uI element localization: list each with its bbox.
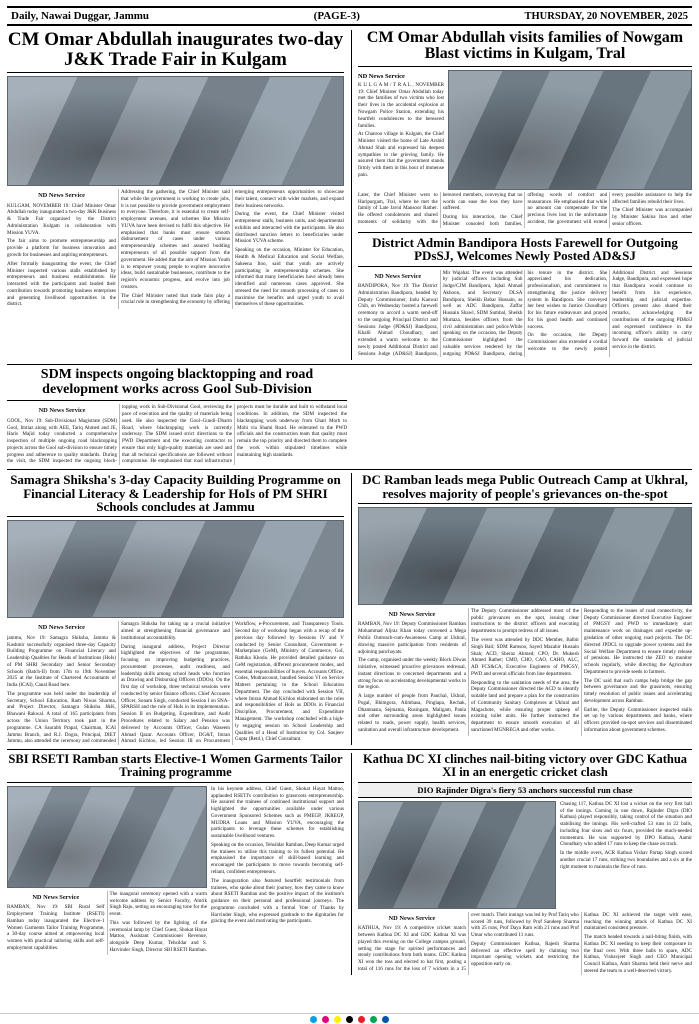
paragraph: Speaking on the occasion, Tehsildar Ramban, Deep Kumar urged the trainees to utilise this training to its fullest potential. He emphasised the importance of skill-based learning and encouraged the participants to move towards becoming self-reliant, confident entrepreneurs. <box>211 841 344 876</box>
photo-nowgam <box>448 70 692 190</box>
byline-rseti: ND News Service <box>32 893 80 901</box>
headline-samagra: Samagra Shiksha's 3-day Capacity Building Programme on Financial Literacy & Leadership for HoIs of PM SHRI Schools concludes at Jammu <box>10 472 341 514</box>
paragraph: This was followed by the lighting of the ceremonial lamp by Chief Guest, Shokat Hayat Mattoo, Assistant Commissioner Revenue, alongside Deep Kumar, Tehsildar and S. Harvinder Singh, Director SBI RSETI Ramban. <box>109 919 207 953</box>
story-ramban <box>351 473 692 745</box>
byline-cricket: ND News Service <box>388 914 436 922</box>
paragraph: The Chief Minister noted that trade fairs play a crucial role in strengthening the economy by offering emerging entrepreneurs opportunities to showcase their talent, connect with wider markets, and expand their business networks. <box>120 189 344 306</box>
paragraph: KULGAM, NOVEMBER 19: Chief Minister Omar Abdullah today inaugurated a two-day J&K Business & Trade Fair organised by the District Administration Kulgam in collaboration with Mission YUVA. <box>7 202 116 236</box>
color-dot <box>346 1016 353 1023</box>
body-cricket <box>358 912 692 975</box>
paragraph: Responding to the sanitation needs of the area, the Deputy Commissioner directed the ACD to identify suitable land and prepare a plan for the construction of Community Sanitary Complexes at Ukhral and Magachote, while ensuring proper upkeep of existing toilet units. He further instructed the department to ensure smooth execution of all sanctioned MGNREGA and other works. <box>470 679 579 733</box>
byline-ramban: ND News Service <box>388 610 436 618</box>
paragraph: jammu, Nov 19: Samagra Shiksha, Jammu & Kashmir successfully organised three-day Capacity Building Programme on Financial Literacy and Leadership Qualities for Heads of Institutions (HoIs) of PM SHRI Secondary and Senior Secondary Schools (Batch-II) from 17th to 19th November 2025 at the Institute of Chartered Accountants of India (ICAI), Canal Road here. <box>7 634 116 689</box>
paragraph: After formally inaugurating the event, the Chief Minister inspected various stalls established by entrepreneurs and business establishments. He interacted with the participants and lauded their contribution towards promoting business enterprises and generating livelihood opportunities in the district. <box>7 260 116 308</box>
masthead <box>7 6 692 26</box>
registration-color-bar <box>0 1013 699 1024</box>
photo-ramban <box>358 507 692 605</box>
paragraph: Addressing the gathering, the Chief Minister said that while the government is working to create jobs, it is not possible to provide government employment to everyone. Therefore, it is essential to create self-employment avenues, and schemes like Mission YUVA have been devised to fulfil this objective. He emphasised that banks must ensure smooth disbursement of cases under various entrepreneurship schemes and assured budding entrepreneurs of all possible support from the government. He added that the aim of Mission Youth is to empower young people to explore innovative ideas, build sustainable businesses, contribute to the region's economic progress, and evolve into job creators. <box>120 189 230 290</box>
paragraph: The fair aims to promote entrepreneurship and provide a platform for business innovation and growth for businesses and aspiring entrepreneurs. <box>7 238 116 258</box>
paragraph: In his keynote address, Chief Guest, Shokat Hayat Mattoo, applauded RSETI's contribution to grassroots entrepreneurship. He assured the trainees of continued institutional support and highlighted the opportunities available under various Government Sponsored Schemes such as PMEGP, JKREGP, MUDRA Loans and Mission YUVA, encouraging the participants to leverage these schemes for establishing sustainable livelihood ventures. <box>211 785 344 840</box>
middle-row <box>7 473 692 745</box>
color-dot <box>382 1016 389 1023</box>
paragraph: RAMBAN, Nov 19: SBI Rural Self Employment Training Institute (RSETI) Ramban today inaugurated the Elective-1 Women Garments Tailor Training Programme, a 30-day course aimed at empowering local women with practical tailoring skills and self-employment capabilities. <box>7 904 105 951</box>
paragraph: Responding to the issues of road connectivity, the Deputy Commissioner directed Executive Engineer of PMGSY and PWD to immediately start maintenance work on drainages and expedite up-gradation of other ongoing road projects. The DC directed JPDCL to upgrade power systems and the Social Welfare Department to ensure timely release of pensions. He instructed the ZEO to monitor schools regularly, while directing the Agriculture Department to provide seeds to farmers. <box>583 607 692 675</box>
paragraph: RAMBAN, Nov 19: Deputy Commissioner Ramban Mohammad Aljraz Khan today convened a Mega Public Outreach-cum-Awareness Camp at Ukhral, drawing massive participation from residents of adjoining panchayats. <box>357 621 466 655</box>
color-dot <box>310 1016 317 1023</box>
paragraph: During inaugural address, Project Director highlighted the objectives of the programme, focusing on improving budgeting practices, procurement processes, audit readiness, and leadership skills among school heads who function as Drawing and Disbursing Officers (DDOs). On the first day of workshop, three technical sessions were conducted by senior finance officers. Chief Accounts Officer, Sonam Singh, conducted Session I on SNA–SPARSH and the role of HoIs in its implementation. Session II on Budgeting, Expenditure, and Audit Procedures related to Salary and Pension was delivered by Accounts Officer, Gulan Waseem Ahmad Qazar. Accounts Officer, DG&T, Imran Ahmad Kichloo, led Session III on Procurement Workflow, e-Procurement, and Transparency Tools. Second day of workshop began with a recap of the previous day followed by Sessions IV and V conducted by Senior Consultant, Government e-Marketplace (GeM), Ministry of Commerce, GoI, Rathika Khoda. He provided detailed guidance on GeM registration, different procurement modes, and essential responsibilities of buyers. Accounts Officer, Codes, Mudrascount, handled Session VI on Service Matters pertaining to the School Education Department. The day concluded with Session VII, where Imran Ahmad Kichloo elaborated on the roles and responsibilities of HoIs as DDOs in Financial Discipline, Procurement, and Expenditure Management. The workshop concluded with a high-ly engaging session on School Leadership and Qualities of a Head of Institution by Col. Sanjeev Gupta (Retd.), Chief Consultant. <box>120 621 344 745</box>
paragraph: The DC said that such camps help bridge the gap between governance and the grassroots, ensuring timely resolution of public issues and accelerating development across Ramban. <box>583 677 692 704</box>
headline-trade-fair: CM Omar Abdullah inaugurates two-day J&K Trade Fair in Kulgam <box>7 29 344 70</box>
body-nowgam <box>358 192 692 228</box>
byline-samagra: ND News Service <box>38 624 85 632</box>
paragraph: A large number of people from Panchal, Ukhral, Pogal, Bhimgora, Alimbasa, Pinglapa, Rechak, Dhamnasta, Sejmatna, Rusingam, Maligam, Panla and other surrounding areas highlighted issues related to roads, power supply, health services, sanitation and overall infrastructure development. <box>357 693 466 733</box>
photo-trade-fair <box>7 76 344 186</box>
paragraph: Later, the Chief Minister went to Huripurgam, Tral, where he met the family of Late Javid Mansoor Rather. He offered condolences and shared moments of solidarity with the bereaved members, conveying that no words can ease the loss they have suffered. <box>357 191 523 225</box>
story-gool <box>7 368 347 465</box>
paragraph: K U L G A M / T R A L , NOVEMBER 19: Chief Minister Omar Abdullah today met the families of two victims who lost their lives in the accidental explosion at Nowgam Police Station, extending his heartfelt condolences to the bereaved families. <box>357 81 444 129</box>
body-gool <box>7 404 347 465</box>
paragraph: Deputy Commissioner Kathua, Rajesh Sharma delivered an effective spell by claiming two important opening wickets and restricting the opposition early on. <box>470 940 579 968</box>
headline-cricket: Kathua DC XI clinches nail-biting victory over GDC Kathua XI in an energetic cricket clash <box>362 752 688 779</box>
paragraph: During the event, the Chief Minister visited entrepreneur stalls, business units, and departmental exhibits and interacted with the participants. He also distributed sanction letters to beneficiaries under Mission YUVA scheme. <box>234 211 344 245</box>
color-dot <box>358 1016 365 1023</box>
body-trade-fair <box>7 189 344 309</box>
headline-rseti: SBI RSETI Ramban starts Elective-1 Women Garments Tailor Training programme <box>8 752 343 779</box>
byline-gool: ND News Service <box>38 407 86 415</box>
paragraph: The Chief Minister was accompanied by Minister Sakina Itoo and other senior officers. <box>612 207 692 227</box>
paragraph: The match headed towards a nail-biting finish, with Kathua DC XI needing to keep their composure in the final over. With three balls to spare, ADC Kathua, Vishavjeet Singh and CEO Municipal Council Kathua, Amit Sharma held their nerve and steered the team to a well-deserved victory. <box>583 934 692 974</box>
body-cricket-right <box>560 801 692 909</box>
byline-nowgam: ND News Service <box>357 72 405 80</box>
headline-bandipora: District Admin Bandipora Hosts Farewell for Outgoing PDsSJ, Welcomes Newly Posted AD&SJ <box>372 234 678 264</box>
subheadline-cricket: DIO Rajinder Digra's fiery 53 anchors successful run chase <box>358 782 692 798</box>
paragraph: In the middle overs, ACR Kathua Vishav Partap Singh scored another crucial 17 runs, striking two boundaries and a six at the right moment to maintain the flow of runs. <box>559 850 692 870</box>
paragraph: GOOL, Nov 19: Sub-Divisional Magistrate (SDM) Gool, Imtiaz along with AEE, Tariq Ahmed and JE, Haris Majid today conducted a comprehensive inspection of multiple ongoing road blacktopping projects across the Gool sub-division to ensure timely progress and adherence to quality standards. During the visit, the SDM inspected the ongoing block-topping work in Sub-Divisional Gool, reviewing the pace of execution and the quality of materials being used. He also inspected the Gool–Gundi–Dharm Road, where blacktopping work is currently underway. The SDM issued strict directions to the PWD Department and the executing contractor to ensure that only high-quality materials are used and that all technical specifications are followed without compromise. He emphasised that road infrastructure projects must be durable and built to withstand local conditions. In addition, the SDM inspected the blacktopping work underway from Ghari Morh to Mohi via Shami Road. He reiterated to the PWD officials and the construction team that quality must remain the top priority and directed them to complete the work within stipulated timelines while maintaining high standards. <box>7 404 347 465</box>
paragraph: Chasing 117, Kathua DC XI lost a wicket on the very first ball of the innings. Coming in one down, Rajinder Digra (DIO Kathua) played responsibly, taking control of the situation and stabilising the innings. His well-crafted 53 runs in 22 balls, including four sixes and six fours, provided the much-needed momentum. He was supported by DPO Kathua, Aamir Choudhary who added 17 runs to keep the chase on track. <box>559 800 692 848</box>
body-ramban <box>358 608 692 736</box>
color-dot <box>322 1016 329 1023</box>
paragraph: The inaugural ceremony opened with a warm welcome address by Senior Faculty, Amrik Singh Raju, setting an encouraging tone for the event. <box>109 890 207 918</box>
story-samagra <box>7 473 344 745</box>
photo-cricket <box>358 801 556 909</box>
paragraph: The inauguration also featured heartfelt testimonials from trainees, who spoke about their journey, how they came to know about RSETI Ramban and the positive impact of the institute's guidance on their personal and professional journeys. The programme concluded with a formal Vote of Thanks by Harvinder Singh, who expressed gratitude to the dignitaries for gracing the event and motivating the participants. <box>211 877 344 925</box>
story-rseti <box>7 753 344 975</box>
paragraph: On the occasion, the Deputy Commissioner also extended a cordial welcome to the newly posted Additional District and Sessions Judge, Bandipora, and expressed hope that Bandipora would continue to benefit from his experience, leadership, and judicial expertise. Officers present also shared their remarks, acknowledging the contributions of the outgoing PD&SJ and expressed confidence in the incoming officer's ability to carry forward the standards of judicial service in the district. <box>527 269 692 352</box>
story-nowgam <box>358 30 692 228</box>
body-nowgam-lead <box>358 82 444 179</box>
headline-nowgam: CM Omar Abdullah visits families of Nowgam Blast victims in Kulgam, Tral <box>366 29 684 63</box>
paragraph: Speaking on the occasion, Minister for Education, Health & Medical Education and Social Welfare, Sakeena Itoo, said that youth are actively participating in entrepreneurship schemes. She informed that many beneficiaries have already been identified and numerous cases approved. She stressed the need for smooth processing of cases to maximise the benefits and urged youth to avail themselves of these opportunities. <box>234 247 344 308</box>
photo-samagra <box>7 520 344 618</box>
masthead-publication: Daily, Nawai Duggar, Jammu <box>11 10 150 22</box>
paragraph: The camp, organised under the weekly Block Diwas initiative, witnessed proactive grievances redressal, instant directions to concerned departments and a strong focus on accelerating developmental works in the region. <box>357 657 466 691</box>
body-rseti-left <box>7 891 207 955</box>
body-samagra <box>7 621 344 745</box>
paragraph: At Chanroo village in Kulgam, the Chief Minister visited the home of Late Arshid Ahmad Shah and expressed his deepest sympathies to the grieving family. He assured them that the government stands firmly with them in this hour of immense pain. <box>357 131 444 178</box>
color-dot <box>334 1016 341 1023</box>
top-row <box>7 30 692 360</box>
body-rseti-right <box>211 786 344 955</box>
story-cricket <box>351 753 692 975</box>
paragraph: KATHUA, Nov 19: A competitive cricket match between Kathua DC XI and GDC Kathua XI was played this evening on the College campus ground, setting the stage for spirited performances and steady contributions from both teams. GDC Kathua XI won the toss and elected to bat first, posting a total of 116 runs for the loss of 7 wickets in a 15 over match. Their innings was led by Prof Tariq who scored 39 runs, followed by Prof Sandeep Sharma with 25 runs, Prof Daya Ram with 21 runs and Prof Umar who contributed 11 runs. <box>357 911 579 972</box>
paragraph: Earlier, the Deputy Commissioner inspected stalls set up by various departments and banks, where officers provided on-spot services and disseminated information about government schemes. <box>583 706 692 733</box>
paragraph: Kathua DC XI achieved the target with ease, reaching the winning attack of Kathua DC XI maintained consistent pressure. <box>583 911 692 932</box>
byline-bandipora: ND News Service <box>374 272 422 280</box>
byline-trade-fair: ND News Service <box>38 192 85 200</box>
right-top-column <box>351 30 692 360</box>
headline-gool: SDM inspects ongoing blacktopping and road development works across Gool Sub-Division <box>40 367 314 397</box>
story-trade-fair <box>7 30 344 360</box>
masthead-page-number: (PAGE-3) <box>313 10 360 22</box>
story-bandipora <box>358 236 692 358</box>
body-bandipora <box>358 270 692 358</box>
paragraph: The programme was held under the leadership of Secretary, School Education, Ram Niwas Sharma, and Project Director, Samagra Shiksha J&K, Bhawani Rakwal. A total of 165 participants from across the Union Territory took part in the programme. CA Saurabh Prapal, Chairman, ICAI Jammu Branch, and R.J. Dogra, Principal, DIET Jammu, also attended the ceremony and commended Samagra Shiksha for taking up a crucial initiative aimed at strengthening financial governance and institutional accountability. <box>7 621 230 745</box>
paragraph: The Deputy Commissioner addressed most of the public grievances on the spot, issuing clear instructions to the district officers and executing departments to prompt redress of all issues. <box>470 607 579 635</box>
bottom-row <box>7 753 692 975</box>
masthead-date: THURSDAY, 20 NOVEMBER, 2025 <box>524 10 688 22</box>
photo-rseti <box>7 786 207 888</box>
color-dot <box>370 1016 377 1023</box>
paragraph: During his interaction, the Chief Minister consoled both families, offering words of comfort and reassurance. He emphasised that while no amount can compensate for the precious lives lost in the unfortunate accident, the government will extend every possible assistance to help the affected families rebuild their lives. <box>442 191 692 227</box>
paragraph: BANDIPORA, Nov 19: The District Administration Bandipora, headed by Deputy Commissioner, Indu Kanwal Chib, on Wednesday hosted a farewell ceremony to accord a warm send-off to the outgoing Principal District and Sessions Judge (PD&SJ) Bandipora, Khalil Ahmad Choudhary, and extended a warm welcome to the newly posted Additional District and Sessions Judge (AD&SJ) Bandipora, Mir Wajahat. The event was attended by judicial officers including Sub Judge/CJM Bandipora, Iqbal Ahmad Akhoon, and Secretary DLSA Bandipora, Sheikh Babar Hussain, as well as ADC Bandipora, Zaffar Hussain Shawl, SDM Sumbal, Sheikh Murtaza, besides officers from the civil administration and police.While speaking on the occasion, the Deputy Commissioner highlighted the valuable services rendered by the outgoing PD&SJ Bandipora, during his tenure in the district. She appreciated his dedication, professionalism, and commitment to strengthening the justice delivery system in Bandipora. She conveyed her best wishes to Justice Choudhary for his future endeavours and prayed for his good health and continued success. <box>357 269 608 357</box>
paragraph: The event was attended by DDC Member, Balbir Singh Bali; SDM Ramsoo, Sayed Mazahir Hussain Shah; ACD, Sheraz Ahmed; CPO, Dr. Mukesh Ahmed Rather; CMO, CHO, CAO, CAHO, ALC, AD FCS&CA, Executive Engineers of PMGSY, PWD and several officials from line departments. <box>470 636 579 677</box>
headline-ramban: DC Ramban leads mega Public Outreach Camp at Ukhral, resolves majority of people's grievances on-the-spot <box>362 472 688 501</box>
